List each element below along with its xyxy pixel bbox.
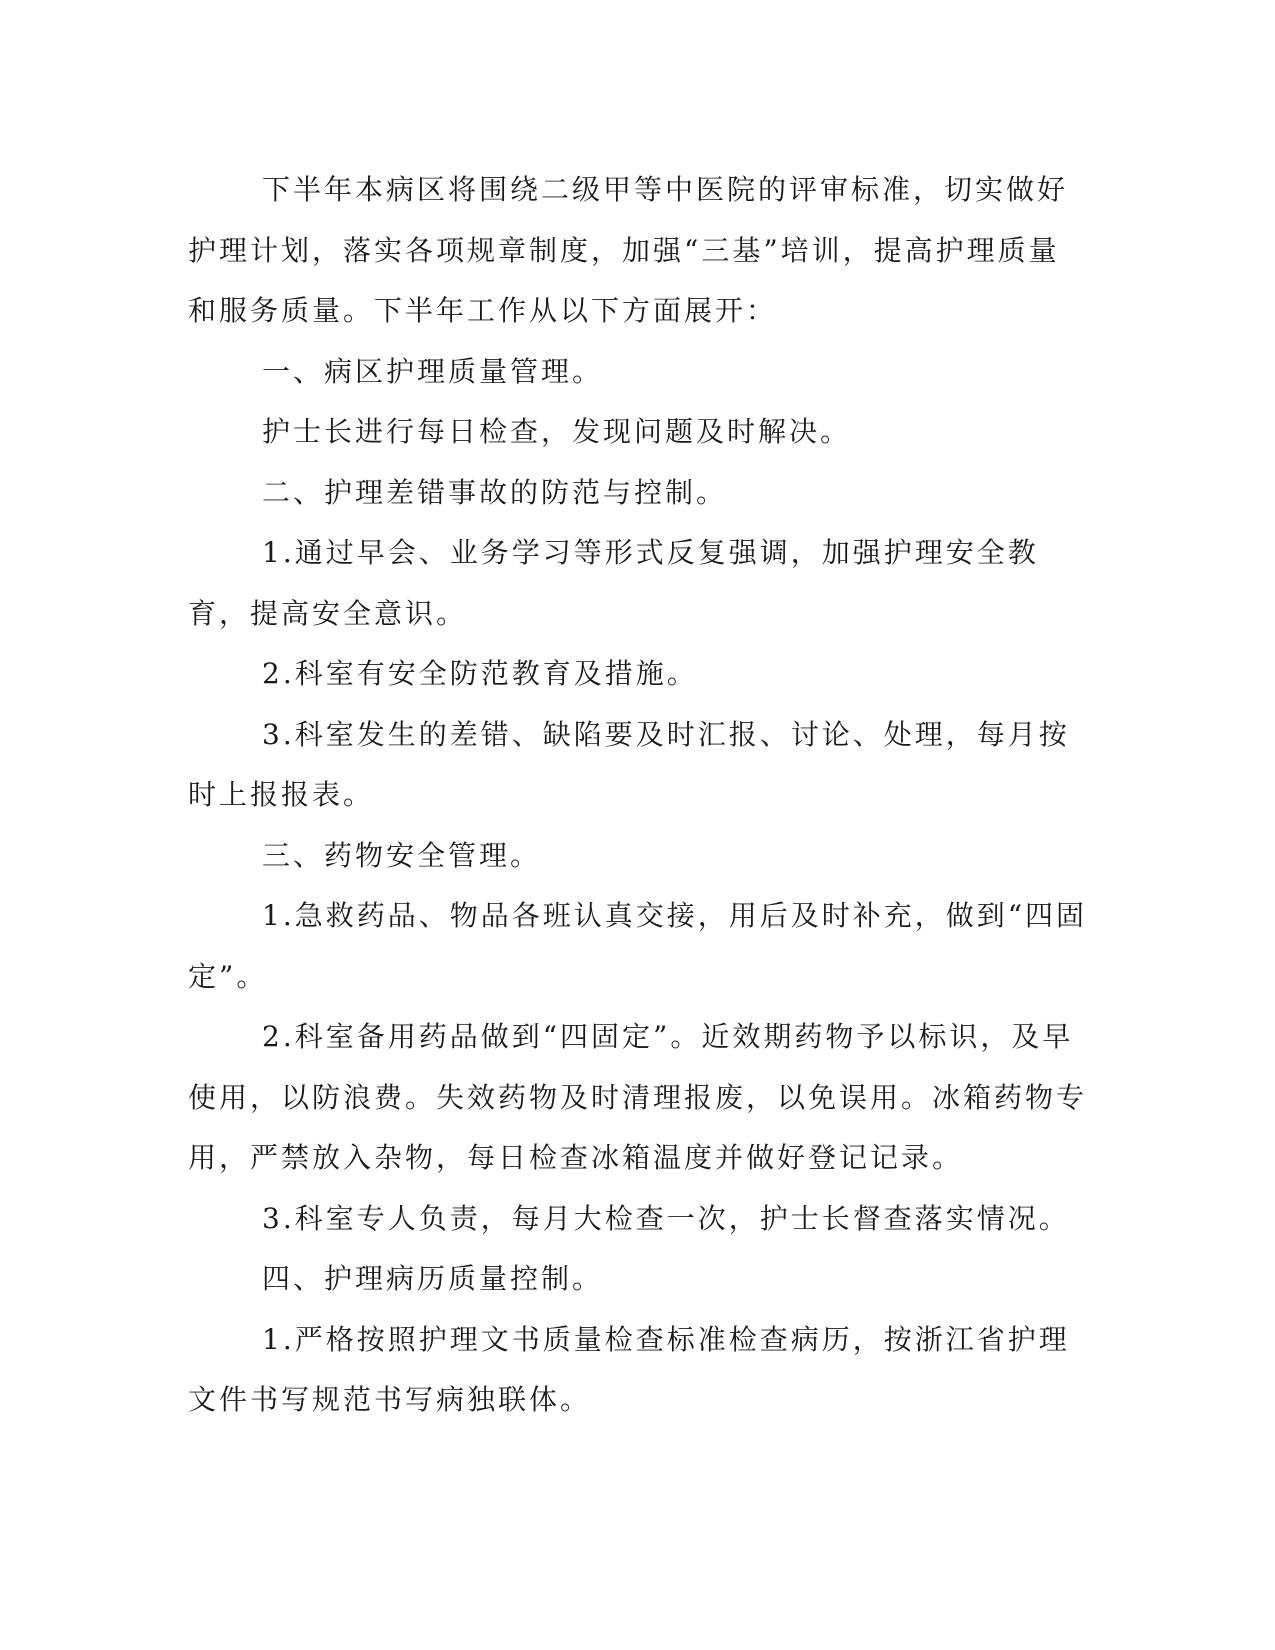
list-item: 2.科室备用药品做到“四固定”。近效期药物予以标识，及早使用，以防浪费。失效药物及时清理报废，以免误用。冰箱药物专用，严禁放入杂物，每日检查冰箱温度并做好登记记录。	[188, 1020, 1088, 1174]
list-item: 2.科室有安全防范教育及措施。	[262, 657, 698, 690]
list-item: 1.严格按照护理文书质量检查标准检查病历，按浙江省护理文件书写规范书写病独联体。	[188, 1322, 1070, 1416]
list-item: 1.急救药品、物品各班认真交接，用后及时补充，做到“四固定”。	[188, 899, 1088, 993]
list-item: 3.科室专人负责，每月大检查一次，护士长督查落实情况。	[262, 1201, 1070, 1235]
intro-paragraph: 下半年本病区将围绕二级甲等中医院的评审标准，切实做好护理计划，落实各项规章制度，加强“三基”培训，提高护理质量和服务质量。下半年工作从以下方面展开：	[188, 173, 1069, 327]
section-heading-2: 二、护理差错事故的防范与控制。	[262, 475, 728, 509]
list-item: 3.科室发生的差错、缺陷要及时汇报、讨论、处理，每月按时上报报表。	[188, 717, 1070, 811]
paragraph: 护士长进行每日检查，发现问题及时解决。	[262, 415, 852, 448]
document-body	[188, 160, 1088, 1431]
section-heading-1: 一、病区护理质量管理。	[262, 354, 604, 388]
section-heading-3: 三、药物安全管理。	[262, 838, 542, 872]
section-heading-4: 四、护理病历质量控制。	[262, 1262, 604, 1295]
list-item: 1.通过早会、业务学习等形式反复强调，加强护理安全教育，提高安全意识。	[188, 536, 1039, 630]
